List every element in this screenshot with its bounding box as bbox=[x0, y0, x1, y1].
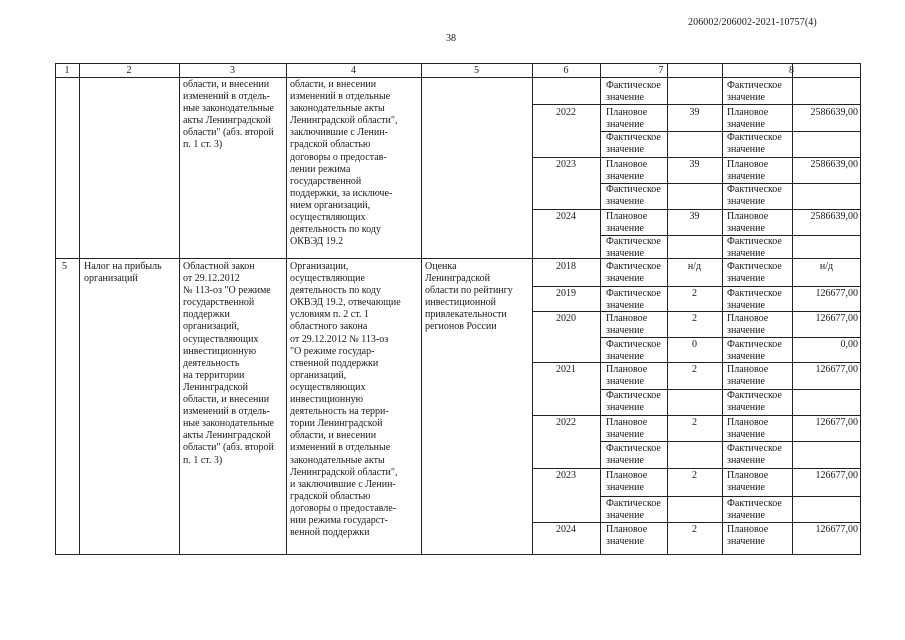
indicator-label: Плановое значение bbox=[606, 211, 648, 235]
year-cell: 2019 bbox=[556, 288, 576, 299]
amount-label: Фактическое значение bbox=[727, 132, 782, 156]
amount-value: 126677,00 bbox=[815, 364, 858, 375]
column-divider bbox=[179, 63, 180, 555]
amount-label: Фактическое значение bbox=[727, 443, 782, 467]
indicator-label: Фактическое значение bbox=[606, 132, 661, 156]
amount-value: 126677,00 bbox=[815, 417, 858, 428]
row-divider bbox=[532, 311, 861, 312]
row-divider bbox=[532, 209, 861, 210]
row-divider bbox=[55, 77, 861, 78]
amount-label: Фактическое значение bbox=[727, 339, 782, 363]
page-number: 38 bbox=[446, 33, 456, 44]
tax-name: Налог на прибыль организаций bbox=[84, 261, 162, 285]
row-divider bbox=[532, 415, 861, 416]
indicator-label: Фактическое значение bbox=[606, 80, 661, 104]
amount-value: 2586639,00 bbox=[810, 211, 858, 222]
column-number: 5 bbox=[474, 65, 479, 76]
amount-label: Плановое значение bbox=[727, 313, 769, 337]
indicator-label: Плановое значение bbox=[606, 313, 648, 337]
year-cell: 2018 bbox=[556, 261, 576, 272]
indicator-label: Плановое значение bbox=[606, 364, 648, 388]
year-cell: 2024 bbox=[556, 524, 576, 535]
indicator-label: Фактическое значение bbox=[606, 390, 661, 414]
indicator-label: Плановое значение bbox=[606, 107, 648, 131]
amount-label: Плановое значение bbox=[727, 524, 769, 548]
amount-value: н/д bbox=[819, 261, 834, 272]
amount-label: Плановое значение bbox=[727, 211, 769, 235]
year-cell: 2021 bbox=[556, 364, 576, 375]
amount-label: Фактическое значение bbox=[727, 236, 782, 260]
amount-value: 126677,00 bbox=[815, 524, 858, 535]
column-number: 1 bbox=[64, 65, 70, 76]
indicator-label: Фактическое значение bbox=[606, 339, 661, 363]
column-divider bbox=[421, 63, 422, 555]
column-number: 3 bbox=[230, 65, 235, 76]
amount-label: Плановое значение bbox=[727, 417, 769, 441]
indicator-value: 39 bbox=[689, 159, 700, 170]
column-number: 6 bbox=[563, 65, 569, 76]
indicator-value: 2 bbox=[692, 364, 697, 375]
amount-value: 126677,00 bbox=[815, 470, 858, 481]
column-number: 2 bbox=[126, 65, 132, 76]
row-divider bbox=[532, 286, 861, 287]
amount-label: Фактическое значение bbox=[727, 184, 782, 208]
indicator-value: 2 bbox=[692, 288, 697, 299]
amount-label: Плановое значение bbox=[727, 107, 769, 131]
beneficiaries: Организации, осуществляющие деятельность по коду ОКВЭД 19.2, отвечающие условиям п. 2 ст. 1 областного закона от 29.12.2012 № 113-оз "О режиме государ- ственной поддержки организаций, осуществляющих инвестиционную деятельность на терри- тории Ленинградской области, и внесении изменений в отдельные законодательные акты Ленинградской области", и заключившие с Ленин- градской областью договоры о предоставле- нии режима государст- венной поддержки bbox=[290, 261, 401, 539]
column-number: 4 bbox=[351, 65, 356, 76]
amount-label: Фактическое значение bbox=[727, 80, 782, 104]
indicator-label: Плановое значение bbox=[606, 524, 648, 548]
amount-value: 126677,00 bbox=[815, 313, 858, 324]
amount-value: 2586639,00 bbox=[810, 107, 858, 118]
year-cell: 2024 bbox=[556, 211, 576, 222]
indicator-label: Плановое значение bbox=[606, 470, 648, 494]
amount-label: Фактическое значение bbox=[727, 261, 782, 285]
column-number: 7 bbox=[658, 65, 664, 76]
indicator-label: Фактическое значение bbox=[606, 498, 661, 522]
indicator-label: Фактическое значение bbox=[606, 443, 661, 467]
row-divider bbox=[532, 104, 861, 105]
year-cell: 2022 bbox=[556, 107, 576, 118]
row-number: 5 bbox=[62, 261, 67, 272]
indicator-label: Фактическое значение bbox=[606, 288, 661, 312]
column-divider bbox=[722, 63, 723, 555]
amount-label: Фактическое значение bbox=[727, 288, 782, 312]
amount-label: Фактическое значение bbox=[727, 498, 782, 522]
year-cell: 2022 bbox=[556, 417, 576, 428]
row-divider bbox=[532, 522, 861, 523]
subrow-divider bbox=[600, 496, 861, 497]
year-cell: 2023 bbox=[556, 470, 576, 481]
amount-label: Фактическое значение bbox=[727, 390, 782, 414]
amount-label: Плановое значение bbox=[727, 470, 769, 494]
target-indicator: Оценка Ленинградской области по рейтингу инвестиционной привлекательности регионов России bbox=[425, 261, 513, 333]
indicator-label: Плановое значение bbox=[606, 159, 648, 183]
indicator-value: 2 bbox=[692, 524, 697, 535]
row-divider bbox=[532, 157, 861, 158]
column-divider bbox=[79, 63, 80, 555]
indicator-label: Плановое значение bbox=[606, 417, 648, 441]
year-cell: 2020 bbox=[556, 313, 576, 324]
indicator-value: 0 bbox=[692, 339, 697, 350]
law-continuation: области, и внесении изменений в отдель- ные законодательные акты Ленинградской области" (абз. второй п. 1 ст. 3) bbox=[183, 79, 274, 151]
column-divider bbox=[600, 63, 601, 555]
column-divider bbox=[286, 63, 287, 555]
document-id: 206002/206002-2021-10757(4) bbox=[688, 17, 817, 28]
year-cell: 2023 bbox=[556, 159, 576, 170]
indicator-label: Фактическое значение bbox=[606, 184, 661, 208]
row-divider bbox=[532, 468, 861, 469]
amount-value: 2586639,00 bbox=[810, 159, 858, 170]
indicator-value: 2 bbox=[692, 313, 697, 324]
amount-label: Плановое значение bbox=[727, 364, 769, 388]
amount-label: Плановое значение bbox=[727, 159, 769, 183]
amount-value: 126677,00 bbox=[815, 288, 858, 299]
indicator-value: 2 bbox=[692, 470, 697, 481]
law-reference: Областной закон от 29.12.2012 № 113-оз "О режиме государственной поддержки организаций, осуществляющих инвестиционную деятельность на территории Ленинградской области, и внесении изменений в отдель- ные законодательные акты Ленинградской области" (абз. второй п. 1 ст. 3) bbox=[183, 261, 274, 466]
column-number: 8 bbox=[789, 65, 794, 76]
indicator-value: 39 bbox=[689, 211, 700, 222]
amount-value: 0,00 bbox=[840, 339, 858, 350]
indicator-value: 39 bbox=[689, 107, 700, 118]
indicator-value: 2 bbox=[692, 417, 697, 428]
indicator-label: Фактическое значение bbox=[606, 261, 661, 285]
indicator-label: Фактическое значение bbox=[606, 236, 661, 260]
row-divider bbox=[532, 362, 861, 363]
indicator-value: н/д bbox=[687, 261, 702, 272]
beneficiaries-continuation: области, и внесении изменений в отдельные законодательные акты Ленинградской области", заключившие с Ленин- градской областью договоры о предостав- лении режима государственной поддержки, за исключе- нием организаций, осуществляющих деятельность по коду ОКВЭД 19.2 bbox=[290, 79, 398, 248]
